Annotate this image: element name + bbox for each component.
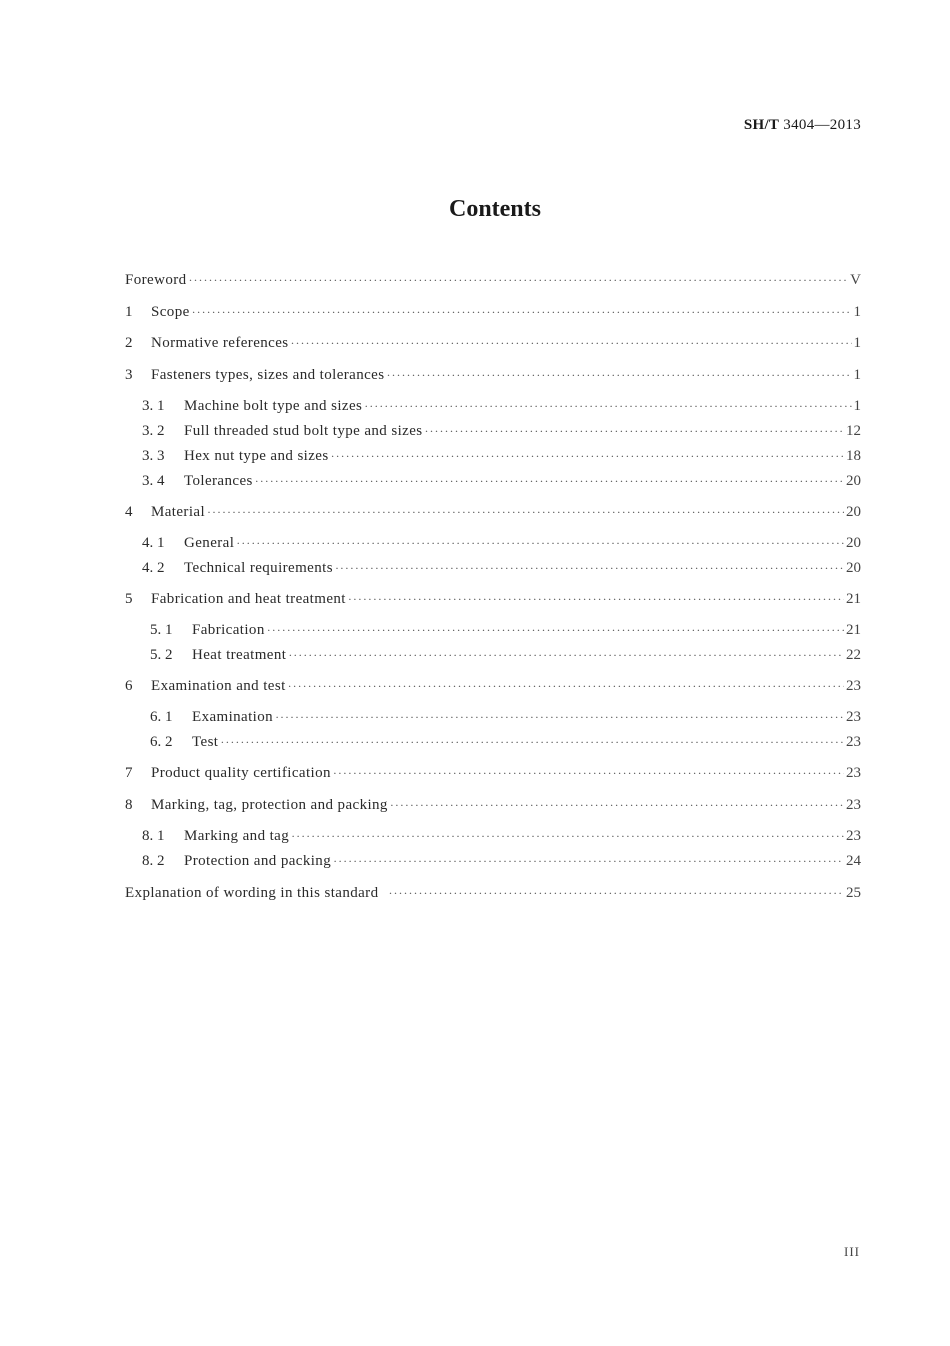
- toc-page: 23: [846, 678, 861, 694]
- toc-page: 1: [853, 367, 861, 383]
- toc-page: 23: [846, 765, 861, 781]
- page-title: Contents: [448, 196, 541, 222]
- toc-entry-3-3[interactable]: [125, 446, 861, 466]
- toc-page: 21: [846, 622, 861, 638]
- leader-dots: [291, 826, 844, 846]
- toc-number: 3. 2: [142, 423, 165, 439]
- toc-page: 23: [846, 734, 861, 750]
- leader-dots: [267, 620, 844, 640]
- toc-page: 20: [846, 473, 861, 489]
- toc-page: 23: [846, 828, 861, 844]
- toc-entry-4[interactable]: [125, 502, 861, 522]
- toc-number: 5. 2: [150, 647, 173, 663]
- toc-number: 6. 1: [150, 709, 173, 725]
- toc-entry-3-1[interactable]: [125, 396, 861, 416]
- toc-entry-8-1[interactable]: [125, 826, 861, 846]
- toc-label: Examination: [192, 709, 274, 725]
- toc-page: 1: [853, 398, 861, 414]
- toc-entry-1[interactable]: [125, 302, 861, 322]
- leader-dots: [220, 732, 844, 752]
- toc-entry-3-4[interactable]: [125, 471, 861, 491]
- toc-number: 3. 1: [142, 398, 165, 414]
- toc-label: Scope: [151, 304, 190, 320]
- toc-label: Technical requirements: [184, 560, 333, 576]
- toc-page: 20: [846, 535, 861, 551]
- toc-number: 8. 1: [142, 828, 165, 844]
- toc-entry-8[interactable]: [125, 795, 861, 815]
- toc-number: 5: [125, 591, 133, 607]
- toc-label: Fabrication and heat treatment: [151, 591, 346, 607]
- leader-dots: [255, 471, 844, 491]
- leader-dots: [390, 795, 844, 815]
- leader-dots: [288, 645, 844, 665]
- toc-number: 4: [125, 504, 133, 520]
- toc-number: 3. 3: [142, 448, 165, 464]
- toc-label: Heat treatment: [192, 647, 287, 663]
- toc-entry-4-2[interactable]: [125, 558, 861, 578]
- toc-label: Protection and packing: [184, 853, 332, 869]
- toc-label: Marking, tag, protection and packing: [151, 797, 388, 813]
- leader-dots: [348, 589, 844, 609]
- leader-dots: [333, 851, 844, 871]
- toc-entry-3[interactable]: [125, 365, 861, 385]
- toc-page: 21: [846, 591, 861, 607]
- toc-label: Explanation of wording in this standard: [125, 885, 379, 901]
- toc-page: 20: [846, 560, 861, 576]
- toc-label: Test: [192, 734, 219, 750]
- leader-dots: [425, 421, 845, 441]
- leader-dots: [288, 676, 844, 696]
- toc-label: Product quality certification: [151, 765, 331, 781]
- toc-number: 1: [125, 304, 133, 320]
- toc-page: 1: [853, 304, 861, 320]
- toc-number: 8: [125, 797, 133, 813]
- toc-entry-8-2[interactable]: [125, 851, 861, 871]
- toc-page: 24: [846, 853, 861, 869]
- toc-number: 4. 2: [142, 560, 165, 576]
- toc-entry-6-2[interactable]: [125, 732, 861, 752]
- toc-page: 20: [846, 504, 861, 520]
- leader-dots: [207, 502, 844, 522]
- toc-label: Tolerances: [184, 473, 253, 489]
- toc-number: 7: [125, 765, 133, 781]
- toc-entry-foreword[interactable]: [125, 270, 861, 290]
- toc-label: Normative references: [151, 335, 289, 351]
- toc-entry-2[interactable]: [125, 333, 861, 353]
- toc-label: Fabrication: [192, 622, 265, 638]
- toc-label: Material: [151, 504, 206, 520]
- toc-page: 22: [846, 647, 861, 663]
- toc-page: 23: [846, 709, 861, 725]
- toc-entry-5-2[interactable]: [125, 645, 861, 665]
- toc-entry-5[interactable]: [125, 589, 861, 609]
- toc-number: 3: [125, 367, 133, 383]
- leader-dots: [335, 558, 844, 578]
- toc-entry-7[interactable]: [125, 763, 861, 783]
- toc-label: Marking and tag: [184, 828, 290, 844]
- toc-number: 3. 4: [142, 473, 165, 489]
- leader-dots: [331, 446, 844, 466]
- leader-dots: [388, 883, 844, 903]
- toc-label: Machine bolt type and sizes: [184, 398, 363, 414]
- toc-number: 6. 2: [150, 734, 173, 750]
- toc-number: 2: [125, 335, 133, 351]
- table-of-contents: [125, 0, 861, 1346]
- toc-page: V: [850, 272, 861, 288]
- toc-page: 25: [846, 885, 861, 901]
- toc-label: Examination and test: [151, 678, 286, 694]
- toc-label: Full threaded stud bolt type and sizes: [184, 423, 423, 439]
- leader-dots: [364, 396, 851, 416]
- page-number: III: [844, 1244, 860, 1259]
- toc-label: General: [184, 535, 235, 551]
- toc-page: 23: [846, 797, 861, 813]
- toc-entry-4-1[interactable]: [125, 533, 861, 553]
- standard-code-number: 3404—2013: [783, 117, 861, 133]
- toc-label: Hex nut type and sizes: [184, 448, 329, 464]
- toc-label: Foreword: [125, 272, 187, 288]
- toc-entry-3-2[interactable]: [125, 421, 861, 441]
- toc-entry-5-1[interactable]: [125, 620, 861, 640]
- standard-code-prefix: SH/T: [743, 117, 780, 133]
- toc-number: 4. 1: [142, 535, 165, 551]
- toc-number: 5. 1: [150, 622, 173, 638]
- leader-dots: [291, 333, 852, 353]
- leader-dots: [189, 270, 849, 290]
- toc-label: Fasteners types, sizes and tolerances: [151, 367, 385, 383]
- leader-dots: [236, 533, 844, 553]
- leader-dots: [275, 707, 844, 727]
- toc-page: 18: [846, 448, 861, 464]
- toc-entry-6[interactable]: [125, 676, 861, 696]
- leader-dots: [333, 763, 844, 783]
- toc-page: 1: [853, 335, 861, 351]
- leader-dots: [192, 302, 852, 322]
- toc-entry-6-1[interactable]: [125, 707, 861, 727]
- toc-entry-explanation[interactable]: [125, 883, 861, 903]
- leader-dots: [386, 365, 851, 385]
- toc-number: 8. 2: [142, 853, 165, 869]
- toc-page: 12: [846, 423, 861, 439]
- toc-number: 6: [125, 678, 133, 694]
